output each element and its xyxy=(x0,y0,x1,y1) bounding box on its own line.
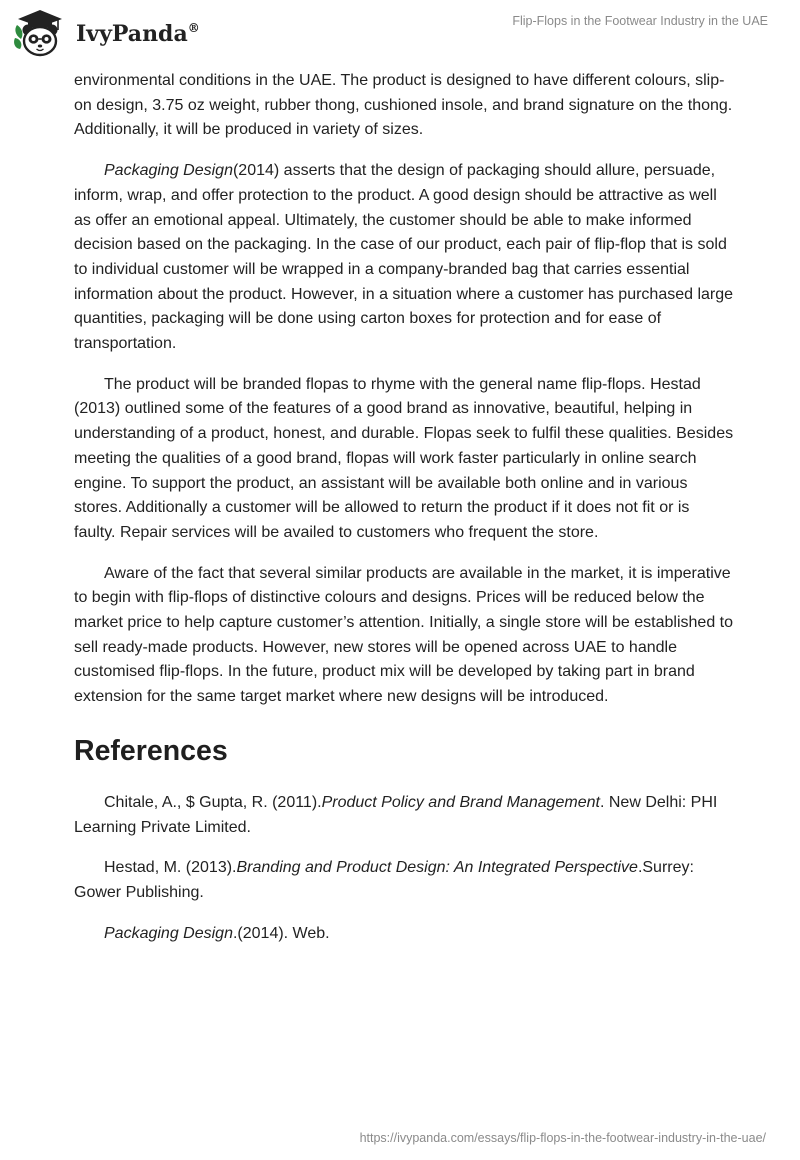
reference-item: Chitale, A., $ Gupta, R. (2011).Product Policy and Brand Management. New Delhi: PHI Learning Private Limited. xyxy=(74,793,718,836)
panda-graduate-icon xyxy=(14,8,66,58)
essay-content xyxy=(74,69,734,962)
citation-title: Packaging Design xyxy=(104,162,233,180)
ivypanda-logo[interactable] xyxy=(14,8,204,58)
paragraph-1: environmental conditions in the UAE. The product is designed to have different colours, slip-on design, 3.75 oz weight, rubber thong, cushioned insole, and brand signature on the thong. Additionally, it will be produced in variety of sizes. xyxy=(74,72,733,139)
paragraph-4: Aware of the fact that several similar products are available in the market, it is imperative to begin with flip-flops of distinctive colours and designs. Prices will be reduced below the market price to help capture customer’s attention. Initially, a single store will be established to sell ready-made products. However, new stores will be opened across UAE to handle customised flip-flops. In the future, product mix will be developed by taking part in brand extension for the same target market where new designs will be introduced. xyxy=(74,564,733,706)
paragraph-3: The product will be branded flopas to rhyme with the general name flip-flops. Hestad (2013) outlined some of the features of a good brand as innovative, beautiful, helping in understanding of a product, honest, and durable. Flopas seek to fulfil these qualities. Besides meeting the qualities of a good brand, flopas will work faster particularly in online search engine. To support the product, an assistant will be available both online and in various stores. Additionally a customer will be allowed to return the product if it does not fit or is faulty. Repair services will be availed to customers who frequent the store. xyxy=(74,375,734,541)
document-title: Flip-Flops in the Footwear Industry in the UAE xyxy=(512,14,768,28)
references-heading: References xyxy=(74,734,228,767)
source-url[interactable]: https://ivypanda.com/essays/flip-flops-in-the-footwear-industry-in-the-uae/ xyxy=(359,1131,766,1145)
paragraph-2: Packaging Design(2014) asserts that the design of packaging should allure, persuade, inform, wrap, and offer protection to the product. A good design should be attractive as well as offer an emotional appeal. Ultimately, the customer should be able to make informed decision based on the packaging. In the case of our product, each pair of flip-flop that is sold to individual customer will be wrapped in a company-branded bag that carries essential information about the product. However, in a situation where a customer has purchased large quantities, packaging will be done using carton boxes for protection and for ease of transportation. xyxy=(74,162,734,353)
reference-item: Packaging Design.(2014). Web. xyxy=(104,924,330,942)
brand-name: IvyPanda® xyxy=(76,21,200,47)
reference-item: Hestad, M. (2013).Branding and Product Design: An Integrated Perspective.Surrey: Gower Publishing. xyxy=(74,859,694,901)
page-header xyxy=(0,0,800,70)
